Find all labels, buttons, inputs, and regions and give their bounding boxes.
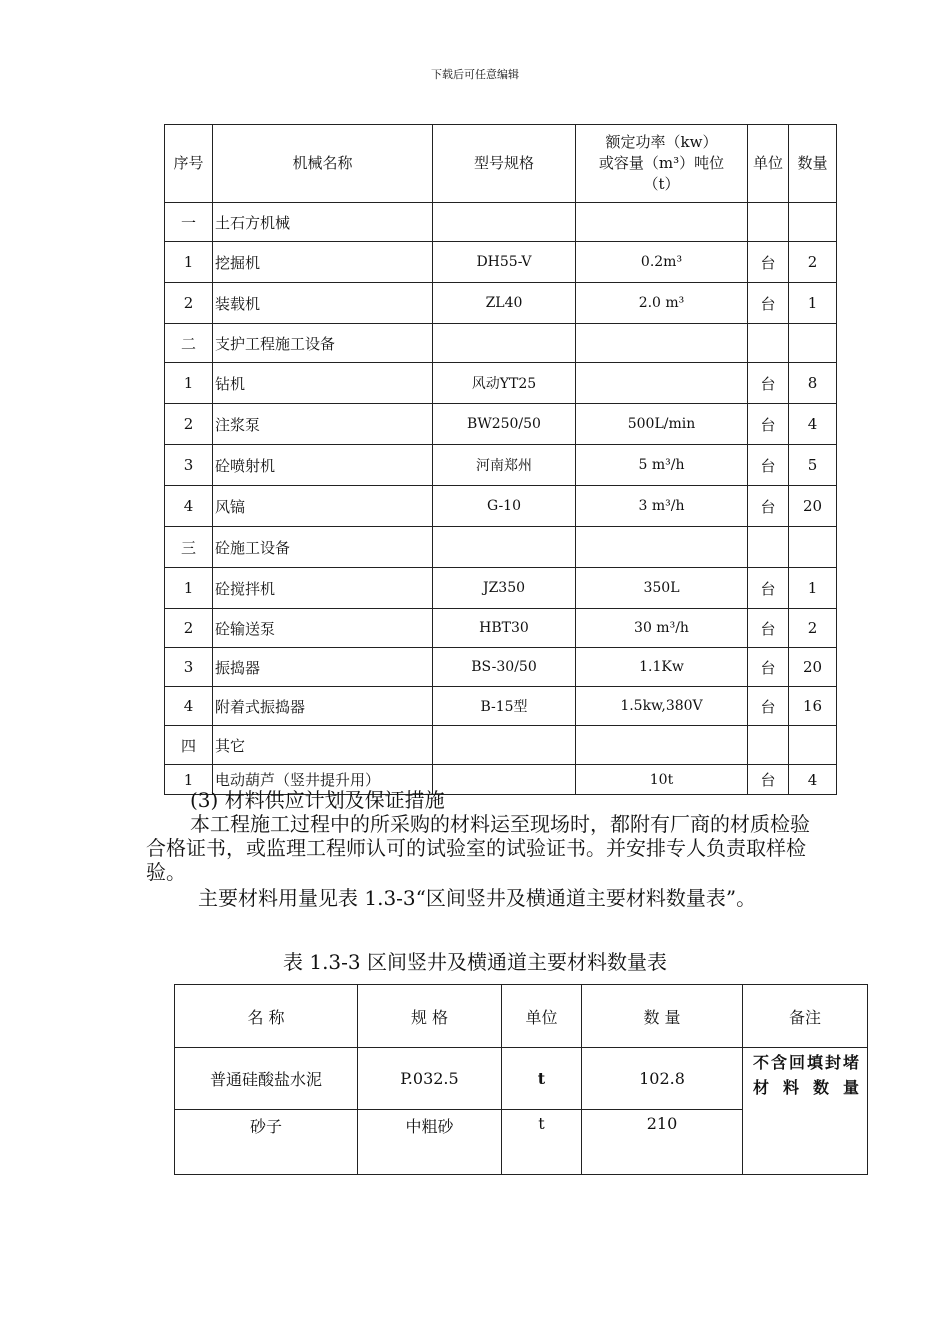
equip-unit: 台 <box>748 687 789 726</box>
equip-qty: 20 <box>789 486 837 527</box>
table-row <box>165 609 837 648</box>
mat-qty: 210 <box>582 1110 743 1175</box>
equip-no: 4 <box>165 486 213 527</box>
mat-header-spec: 规 格 <box>358 985 502 1048</box>
table-row <box>165 242 837 283</box>
equip-no: 1 <box>165 765 213 795</box>
mat-header-unit: 单位 <box>502 985 582 1048</box>
header-no: 序号 <box>165 125 213 203</box>
equip-no: 三 <box>165 527 213 568</box>
equip-unit: 台 <box>748 404 789 445</box>
equip-unit <box>748 203 789 242</box>
equip-power: 0.2m³ <box>576 242 748 283</box>
equip-qty <box>789 203 837 242</box>
equip-power: 350L <box>576 568 748 609</box>
equip-unit: 台 <box>748 486 789 527</box>
equip-unit <box>748 527 789 568</box>
equip-unit: 台 <box>748 648 789 687</box>
equip-name: 电动葫芦（竖井提升用） <box>213 765 433 795</box>
equip-model: 风动YT25 <box>433 363 576 404</box>
header-power-line1: 额定功率（kw） <box>605 133 718 151</box>
equip-no: 1 <box>165 363 213 404</box>
mat-remark: 不含回填封堵材料数量 <box>743 1048 868 1175</box>
equip-name: 装载机 <box>213 283 433 324</box>
equip-no: 二 <box>165 324 213 363</box>
equip-qty: 2 <box>789 609 837 648</box>
equip-qty: 4 <box>789 404 837 445</box>
equip-name: 砼搅拌机 <box>213 568 433 609</box>
table-row <box>165 324 837 363</box>
equip-power: 10t <box>576 765 748 795</box>
equip-qty: 4 <box>789 765 837 795</box>
equip-unit: 台 <box>748 765 789 795</box>
equip-name: 注浆泵 <box>213 404 433 445</box>
header-power <box>576 125 748 203</box>
equip-qty <box>789 527 837 568</box>
equip-model: B-15型 <box>433 687 576 726</box>
equip-name: 附着式振捣器 <box>213 687 433 726</box>
equip-no: 2 <box>165 283 213 324</box>
table-row <box>165 568 837 609</box>
equip-qty: 1 <box>789 283 837 324</box>
table-row <box>165 203 837 242</box>
table-row <box>165 648 837 687</box>
equip-unit: 台 <box>748 568 789 609</box>
equip-name: 其它 <box>213 726 433 765</box>
materials-table <box>174 984 868 1175</box>
header-qty: 数量 <box>789 125 837 203</box>
equip-no: 2 <box>165 404 213 445</box>
mat-header-qty: 数 量 <box>582 985 743 1048</box>
equip-no: 四 <box>165 726 213 765</box>
equip-no: 一 <box>165 203 213 242</box>
header-unit: 单位 <box>748 125 789 203</box>
equip-qty <box>789 324 837 363</box>
equip-model: 河南郑州 <box>433 445 576 486</box>
mat-spec: 中粗砂 <box>358 1110 502 1175</box>
equip-name: 振捣器 <box>213 648 433 687</box>
equip-qty: 2 <box>789 242 837 283</box>
table-row <box>165 283 837 324</box>
equip-unit <box>748 726 789 765</box>
equip-unit: 台 <box>748 242 789 283</box>
header-name: 机械名称 <box>213 125 433 203</box>
header-power-line3: （t） <box>643 175 680 193</box>
equip-name: 砼输送泵 <box>213 609 433 648</box>
equip-model <box>433 527 576 568</box>
table-row <box>165 527 837 568</box>
equip-model: G-10 <box>433 486 576 527</box>
equipment-table <box>164 124 837 795</box>
equip-power: 30 m³/h <box>576 609 748 648</box>
table-row <box>175 1048 868 1110</box>
equip-qty: 16 <box>789 687 837 726</box>
mat-unit: t <box>502 1110 582 1175</box>
mat-qty: 102.8 <box>582 1048 743 1110</box>
mat-spec: P.032.5 <box>358 1048 502 1110</box>
equip-power: 1.5kw,380V <box>576 687 748 726</box>
paragraph-1: 本工程施工过程中的所采购的材料运至现场时，都附有厂商的材质检验合格证书，或监理工程师认可的试验室的试验证书。并安排专人负责取样检验。 <box>146 812 810 884</box>
equipment-table-header <box>165 125 837 203</box>
equip-model <box>433 324 576 363</box>
equip-unit: 台 <box>748 609 789 648</box>
equip-power: 1.1Kw <box>576 648 748 687</box>
equip-power <box>576 203 748 242</box>
mat-name: 砂子 <box>175 1110 358 1175</box>
table-row <box>165 726 837 765</box>
equip-qty: 8 <box>789 363 837 404</box>
equip-model <box>433 726 576 765</box>
equip-model: JZ350 <box>433 568 576 609</box>
mat-header-remark: 备注 <box>743 985 868 1048</box>
header-model: 型号规格 <box>433 125 576 203</box>
equip-power: 500L/min <box>576 404 748 445</box>
equip-name: 挖掘机 <box>213 242 433 283</box>
paragraph-2: 主要材料用量见表 1.3-3“区间竖井及横通道主要材料数量表”。 <box>198 886 757 910</box>
header-note: 下载后可任意编辑 <box>431 68 519 81</box>
equip-model: DH55-V <box>433 242 576 283</box>
table-row <box>165 363 837 404</box>
equip-no: 1 <box>165 242 213 283</box>
equip-power <box>576 527 748 568</box>
table-row <box>165 445 837 486</box>
equip-no: 1 <box>165 568 213 609</box>
equip-name: 砼喷射机 <box>213 445 433 486</box>
equip-power <box>576 324 748 363</box>
equip-power: 2.0 m³ <box>576 283 748 324</box>
equip-power: 3 m³/h <box>576 486 748 527</box>
equip-qty: 1 <box>789 568 837 609</box>
equip-model: BW250/50 <box>433 404 576 445</box>
mat-name: 普通硅酸盐水泥 <box>175 1048 358 1110</box>
equip-qty <box>789 726 837 765</box>
header-power-line2: 或容量（m³）吨位 <box>598 154 725 172</box>
equip-no: 3 <box>165 445 213 486</box>
table-row <box>165 404 837 445</box>
equip-no: 3 <box>165 648 213 687</box>
mat-unit: t <box>502 1048 582 1110</box>
equip-qty: 20 <box>789 648 837 687</box>
equip-unit: 台 <box>748 363 789 404</box>
equip-model: BS-30/50 <box>433 648 576 687</box>
table-caption: 表 1.3-3 区间竖井及横通道主要材料数量表 <box>282 950 667 974</box>
equip-model: HBT30 <box>433 609 576 648</box>
equip-no: 4 <box>165 687 213 726</box>
equip-power <box>576 726 748 765</box>
equip-name: 钻机 <box>213 363 433 404</box>
section-heading: (3) 材料供应计划及保证措施 <box>190 788 445 812</box>
equip-power <box>576 363 748 404</box>
equip-unit <box>748 324 789 363</box>
equip-no: 2 <box>165 609 213 648</box>
equip-unit: 台 <box>748 283 789 324</box>
equip-name: 支护工程施工设备 <box>213 324 433 363</box>
equip-name: 风镐 <box>213 486 433 527</box>
equip-power: 5 m³/h <box>576 445 748 486</box>
equip-model <box>433 203 576 242</box>
table-row <box>165 486 837 527</box>
table-row <box>165 687 837 726</box>
equip-unit: 台 <box>748 445 789 486</box>
equip-qty: 5 <box>789 445 837 486</box>
equip-name: 砼施工设备 <box>213 527 433 568</box>
materials-table-header <box>175 985 868 1048</box>
mat-header-name: 名 称 <box>175 985 358 1048</box>
equip-name: 土石方机械 <box>213 203 433 242</box>
equip-model: ZL40 <box>433 283 576 324</box>
